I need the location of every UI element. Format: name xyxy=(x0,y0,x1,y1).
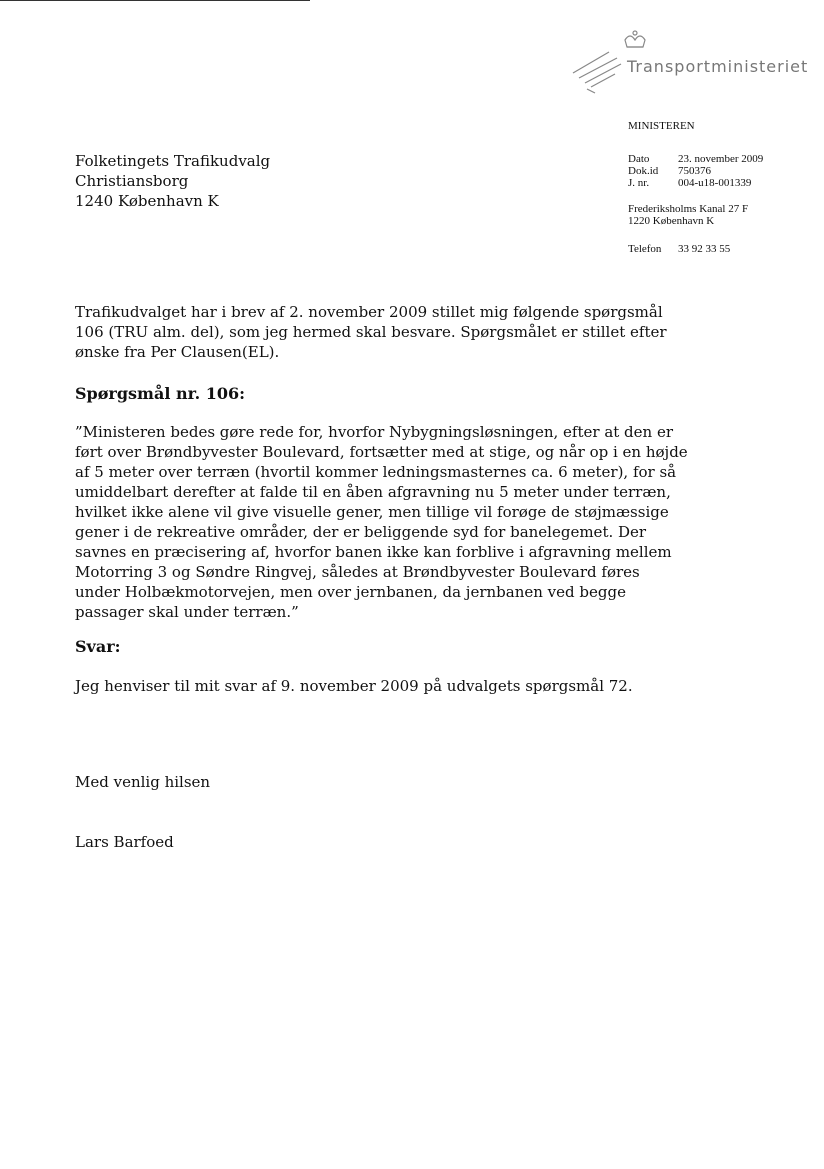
signature-name: Lars Barfoed xyxy=(75,833,174,851)
text-line: under Holbækmotorvejen, men over jernbanen, da jernbanen ved begge xyxy=(75,583,626,601)
phone-value: 33 92 33 55 xyxy=(678,243,731,255)
closing: Med venlig hilsen xyxy=(75,773,211,791)
address-line: 1220 København K xyxy=(628,215,715,227)
text-line: Trafikudvalget har i brev af 2. november 2009 stillet mig følgende spørgsmål xyxy=(75,303,663,321)
recipient-line: Christiansborg xyxy=(75,172,189,190)
recipient-address xyxy=(75,151,270,211)
sender-title: MINISTEREN xyxy=(628,120,695,132)
text-line: Jeg henviser til mit svar af 9. november 2009 på udvalgets spørgsmål 72. xyxy=(75,677,633,695)
jnr-label: J. nr. xyxy=(628,177,650,189)
jnr-row xyxy=(628,177,818,189)
docid-value: 750376 xyxy=(678,165,711,177)
question-paragraph xyxy=(75,422,688,622)
logo-text: Transportministeriet xyxy=(627,57,809,76)
sender-info xyxy=(628,120,818,255)
date-label: Dato xyxy=(628,153,650,165)
docid-label: Dok.id xyxy=(628,165,659,177)
answer-heading: Svar: xyxy=(75,637,121,656)
text-line: savnes en præcisering af, hvorfor banen ikke kan forblive i afgravning mellem xyxy=(75,543,672,561)
jnr-value: 004-u18-001339 xyxy=(678,177,752,189)
phone-label: Telefon xyxy=(628,243,662,255)
text-line: Motorring 3 og Søndre Ringvej, således at Brøndbyvester Boulevard føres xyxy=(75,563,640,581)
intro-paragraph xyxy=(75,302,667,362)
text-line: hvilket ikke alene vil give visuelle gener, men tillige vil forøge de støjmæssige xyxy=(75,503,669,521)
docid-row xyxy=(628,165,818,177)
text-line: 106 (TRU alm. del), som jeg hermed skal besvare. Spørgsmålet er stillet efter xyxy=(75,323,667,341)
phone-row xyxy=(628,243,818,255)
text-line: ønske fra Per Clausen(EL). xyxy=(75,343,280,361)
text-line: ”Ministeren bedes gøre rede for, hvorfor Nybygningsløsningen, efter at den er xyxy=(75,423,674,441)
recipient-line: 1240 København K xyxy=(75,192,219,210)
date-row xyxy=(628,153,818,165)
text-line: ført over Brøndbyvester Boulevard, fortsætter med at stige, og når op i en højde xyxy=(75,443,688,461)
address-line: Frederiksholms Kanal 27 F xyxy=(628,203,749,215)
date-value: 23. november 2009 xyxy=(678,153,764,165)
text-line: af 5 meter over terræn (hvortil kommer ledningsmasternes ca. 6 meter), for så xyxy=(75,463,677,481)
sender-address xyxy=(628,203,818,227)
text-line: gener i de rekreative områder, der er beliggende syd for banelegemet. Der xyxy=(75,523,647,541)
question-heading: Spørgsmål nr. 106: xyxy=(75,384,246,403)
text-line: umiddelbart derefter at falde til en åben afgravning nu 5 meter under terræn, xyxy=(75,483,671,501)
ministry-logo xyxy=(565,26,809,96)
text-line: passager skal under terræn.” xyxy=(75,603,299,621)
answer-paragraph xyxy=(75,676,633,696)
top-rule xyxy=(0,0,310,1)
recipient-line: Folketingets Trafikudvalg xyxy=(75,152,271,170)
